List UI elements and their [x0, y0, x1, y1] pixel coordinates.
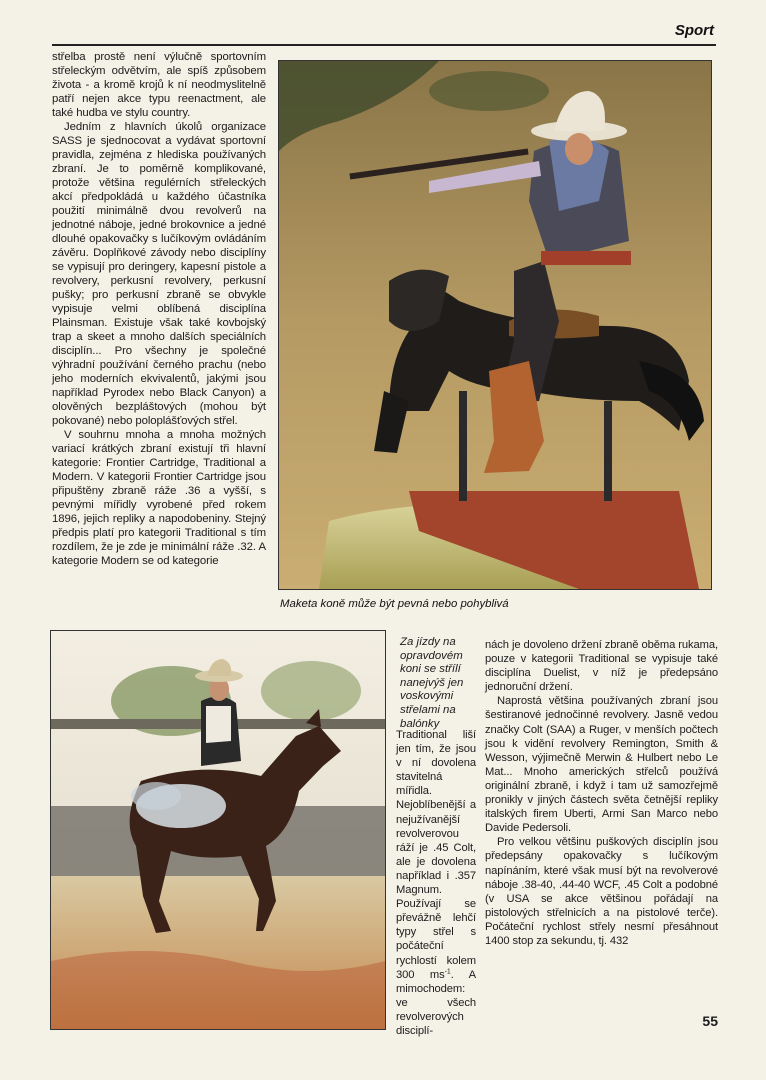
paragraph: nách je dovoleno držení zbraně oběma rukama, pouze v kategorii Traditional se vypisuje také disciplína Duelist, v níž je předepsáno jednoruční držení. — [485, 639, 718, 694]
mid-text-end: . A mimochodem: ve všech revolverových disciplí- — [396, 968, 477, 1037]
right-text-column — [485, 638, 718, 948]
left-text-column — [52, 50, 266, 568]
superscript: -1 — [444, 967, 451, 975]
mid-text: Traditional liší jen tím, že jsou v ní dovolena stavitelná mířidla. Nejoblíbenější a nejužívanější revolverovou ráží je .45 Colt, ale je dovolena například i .357 Magnum. Používají se převážně lehčí typy střel s počáteční rychlostí kolem 300 ms — [396, 729, 476, 981]
paragraph: Jedním z hlavních úkolů organizace SASS je sjednocovat a vydávat sportovní pravidla, zejména z hlediska používaných zbraní. Je to poměrně komplikované, protože většina regulérních střeleckých akcí předpokládá u každého účastníka použití minimálně dvou revolverů na jednotné náboje, jedné brokovnice a jedné dlouhé opakovačky s lučíkovým ovládáním závěru. Doplňkové závody nebo disciplíny se vypisují pro deringery, kapesní pistole a revolvery, perkusní revolvery, perkusní pušky; pro perkusní zbraně se obvykle vypisuje velmi oblíbená disciplína Plainsman. Existuje však také kovbojský trap a skeet a mnoho dalších speciálních disciplín... Pro všechny je společné výhradní používání černého prachu (nebo jeho moderních ekvivalentů, jakými jsou například Pyrodex nebo Black Canyon) a olověných bezpláštových (mohou být pokované) nebo poloplášťových střel. — [52, 121, 266, 427]
paragraph: Naprostá většina používaných zbraní jsou šestiranové jednočinné revolvery. Jasně vedou značky Colt (SAA) a Ruger, v menších počtech jsou k vidění revolvery Remington, Smith & Wesson, výjimečně Merwin & Hulbert nebo Le Mat... Mnoho amerických střelců používá originální zbraně, i když i tam už samozřejmě pronikly v jiných částech světa četnější repliky italských firem Uberti, Armi San Marco nebo Davide Pedersoli. — [485, 695, 718, 835]
section-label: Sport — [674, 22, 714, 39]
paragraph — [396, 728, 476, 1038]
photo-caption-top: Maketa koně může být pevná nebo pohyblivá — [280, 598, 509, 610]
page-number: 55 — [702, 1013, 718, 1029]
paragraph: Pro velkou většinu puškových disciplín jsou předepsány opakovačky s lučíkovým napínáním, které však musí být na revolverové náboje .38-40, .44-40 WCF, .45 Colt a podobné (v USA se akce většinou pořádají na pistolových střelnicích a na pistolové terče). Počáteční rychlost střely nesmí přesáhnout 1400 stop za sekundu, tj. 432 — [485, 836, 718, 947]
header-rule — [52, 44, 716, 46]
photo-caption-middle: Za jízdy na opravdovém koni se střílí nanejvýš jen voskovými střelami na balónky — [400, 636, 464, 730]
paragraph: střelba prostě není výlučně sportovním střeleckým odvětvím, ale spíš způsobem života - a kromě krojů k ní neodmyslitelně patří nejen akce typu reenactment, ale také hudba ve stylu country. — [52, 51, 266, 119]
middle-text-column — [396, 728, 476, 1038]
paragraph: V souhrnu mnoha a mnoha možných variací krátkých zbraní existují tři hlavní kategorie: Frontier Cartridge, Traditional a Modern. V kategorii Frontier Cartridge jsou připuštěny zbraně ráže .36 a vyšší, s pevnými mířidly vyrobené před rokem 1896, jejich repliky a napodobeniny. Stejný předpis platí pro kategorii Traditional s tím rozdílem, že je zde je minimální ráže .32. A kategorie Modern se od kategorie — [52, 429, 266, 567]
photo-rider-real-horse — [50, 630, 386, 1030]
photo-cowboy-mechanical-horse — [278, 60, 712, 590]
